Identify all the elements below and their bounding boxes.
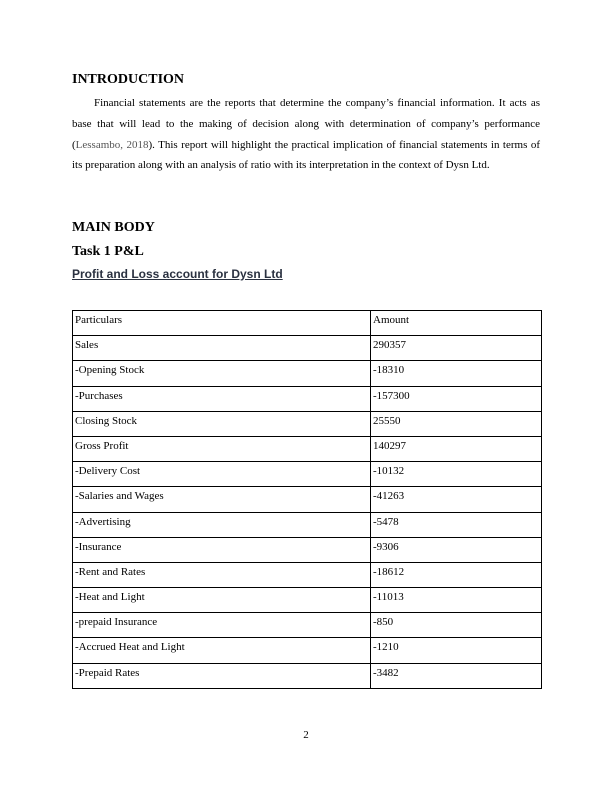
cell-particular: -Delivery Cost xyxy=(73,462,371,487)
cell-particular: -Salaries and Wages xyxy=(73,487,371,512)
intro-text-part2: ). This report will highlight the practical implication of financial statements in terms of its preparation along with an analysis of ratio with its interpretation in the context of Dysn Ltd. xyxy=(72,138,540,172)
table-row xyxy=(73,537,542,562)
table-row xyxy=(73,588,542,613)
table-header-row xyxy=(73,311,542,336)
cell-amount: -157300 xyxy=(371,386,542,411)
table-row xyxy=(73,562,542,587)
cell-particular: Sales xyxy=(73,336,371,361)
table-row xyxy=(73,512,542,537)
cell-particular: -Rent and Rates xyxy=(73,562,371,587)
table-row xyxy=(73,386,542,411)
table-row xyxy=(73,411,542,436)
citation: Lessambo, 2018 xyxy=(75,138,149,151)
header-amount: Amount xyxy=(371,311,542,336)
cell-particular: -Heat and Light xyxy=(73,588,371,613)
introduction-heading: INTRODUCTION xyxy=(72,72,185,87)
table-row xyxy=(73,336,542,361)
cell-amount: -5478 xyxy=(371,512,542,537)
cell-amount: -1210 xyxy=(371,638,542,663)
cell-particular: -Opening Stock xyxy=(73,361,371,386)
table-row xyxy=(73,361,542,386)
cell-amount: -10132 xyxy=(371,462,542,487)
cell-amount: 140297 xyxy=(371,436,542,461)
table-row xyxy=(73,638,542,663)
intro-text-part1: Financial statements are the reports that determine the company’s financial information. It acts as base that will lead to the making of decision along with determination of company’s performance ( xyxy=(72,97,540,151)
cell-particular: -Purchases xyxy=(73,386,371,411)
table-row xyxy=(73,663,542,688)
cell-particular: -Advertising xyxy=(73,512,371,537)
cell-particular: Closing Stock xyxy=(73,411,371,436)
introduction-paragraph xyxy=(72,93,540,176)
header-particulars: Particulars xyxy=(73,311,371,336)
cell-amount: -850 xyxy=(371,613,542,638)
task-heading: Task 1 P&L xyxy=(72,244,144,259)
table-row xyxy=(73,487,542,512)
cell-particular: -Prepaid Rates xyxy=(73,663,371,688)
cell-amount: -9306 xyxy=(371,537,542,562)
cell-amount: -41263 xyxy=(371,487,542,512)
profit-loss-table xyxy=(72,310,542,689)
cell-particular: Gross Profit xyxy=(73,436,371,461)
cell-amount: -11013 xyxy=(371,588,542,613)
page-number: 2 xyxy=(303,729,309,741)
table-title: Profit and Loss account for Dysn Ltd xyxy=(72,267,283,281)
cell-amount: 290357 xyxy=(371,336,542,361)
cell-amount: -18612 xyxy=(371,562,542,587)
cell-particular: -prepaid Insurance xyxy=(73,613,371,638)
cell-particular: -Insurance xyxy=(73,537,371,562)
table-row xyxy=(73,462,542,487)
table-row xyxy=(73,436,542,461)
cell-particular: -Accrued Heat and Light xyxy=(73,638,371,663)
main-body-heading: MAIN BODY xyxy=(72,220,155,235)
cell-amount: -18310 xyxy=(371,361,542,386)
table-row xyxy=(73,613,542,638)
cell-amount: -3482 xyxy=(371,663,542,688)
cell-amount: 25550 xyxy=(371,411,542,436)
